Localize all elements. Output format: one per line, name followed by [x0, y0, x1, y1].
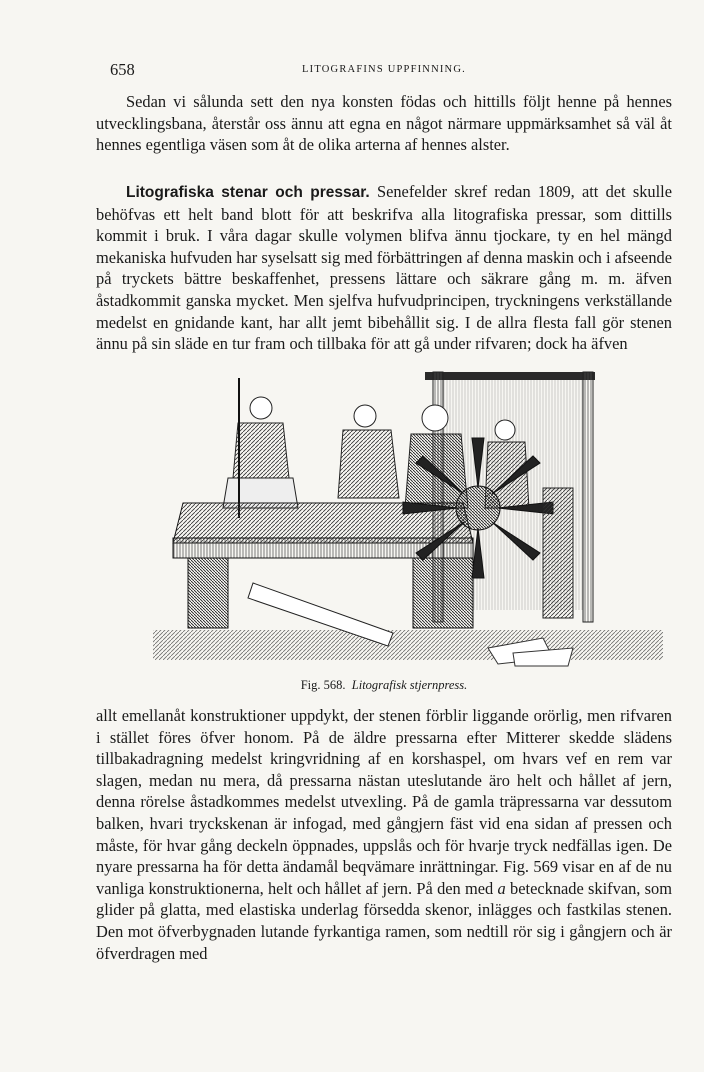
paragraph-continued — [96, 705, 672, 964]
paragraph-1: Sedan vi sålunda sett den nya konsten födas och hittills följt henne på hennes utvecklingsbana, återstår oss ännu att egna en något närmare uppmärksamhet så väl åt hennes egentliga väsen som åt de olika arterna af hennes alster. — [96, 92, 672, 155]
paragraph-2-text: Senefelder skref redan 1809, att det skulle behöfvas ett helt band blott för att beskrifva alla litografiska pressar, som dittills kommit i bruk. I våra dagar skulle volymen blifva ännu tjockare, ty en hel mängd mekaniska hufvuden har syselsatt sig med förbättringen af denna maskin och i afseende på tryckets bättre beskaffenhet, pressens lättare och säkrare gång m. m. äfven åstadkommit ganska mycket. Men sjelfva hufvudprincipen, tryckningens verkställande medelst en gnidande kant, har allt jemt bibehållit sig. I de allra flesta fall gör stenen ännu på sin släde en tur fram och tillbaka för att gå under rifvaren; dock ha äfven — [96, 182, 672, 354]
page-number: 658 — [110, 60, 135, 79]
star-press-illustration — [143, 368, 675, 670]
figure-title: Litografisk stjernpress. — [351, 678, 468, 692]
paragraph-3-end: betecknade skifvan, som glider på glatta, med elastiska underlag försedda skenor, inlägges och fastkilas stenen. Den mot öfverbygnaden lutande fyrkantiga ramen, som nedtill rör sig i gångjern och är öfverdragen med — [96, 878, 673, 963]
figure-star-press-engraving — [143, 368, 675, 670]
paragraph-presses — [96, 181, 672, 355]
paragraph-2 — [96, 181, 672, 355]
paragraph-3-text: allt emellanåt konstruktioner uppdykt, der stenen förblir liggande orörlig, men rifvaren i stället föres öfver honom. På de äldre pressarna efter Mitterer skedde slädens tillbakadragning medelst kringvridning af en korshaspel, om hvars vef en rem var slagen, medan nu mera, då pressarna nästan uteslutande äro helt och hållet af jern, denna rörelse åstadkommes medelst utvexling. På de gamla träpressarna var dessutom balken, hvari tryckskenan är infogad, med gångjern fäst vid ena sidan af pressen och måste, för hvar gång deckeln öppnades, uppslås och för hvarje tryck nedfällas igen. De nyare pressarna ha för detta ändamål beqvämare inrättningar. Fig. 569 visar en af de nu vanliga konstruktionerna, helt och hållet af jern. På den med — [96, 706, 672, 898]
figure-caption — [96, 678, 672, 693]
section-heading: Litografiska stenar och pressar. — [126, 184, 370, 201]
paragraph-intro — [96, 91, 672, 156]
paragraph-3 — [96, 705, 672, 964]
figure-number: Fig. 568. — [300, 678, 346, 692]
paragraph-3-italic: a — [497, 878, 506, 898]
running-head: LITOGRAFINS UPPFINNING. — [302, 64, 466, 75]
page-header — [98, 60, 670, 82]
